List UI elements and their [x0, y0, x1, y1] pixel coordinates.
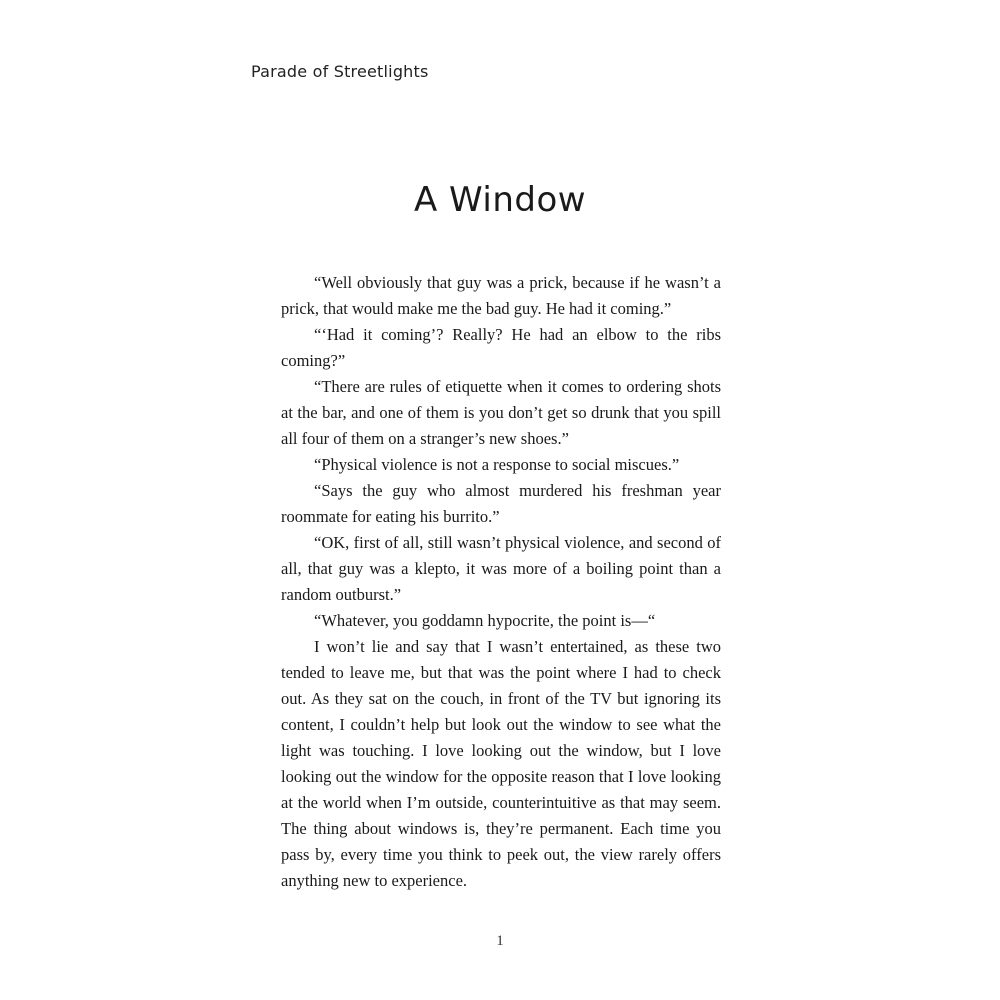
- paragraph: “Physical violence is not a response to social miscues.”: [314, 455, 680, 474]
- paragraph: “There are rules of etiquette when it comes to ordering shots at the bar, and one of them is you don’t get so drunk that you spill all four of them on a stranger’s new shoes.”: [281, 377, 721, 448]
- page-number: 1: [496, 933, 504, 949]
- paragraph: “OK, first of all, still wasn’t physical violence, and second of all, that guy was a klepto, it was more of a boiling point than a random outburst.”: [281, 533, 721, 604]
- paragraph: “Says the guy who almost murdered his freshman year roommate for eating his burrito.”: [281, 481, 721, 526]
- body-text: [281, 270, 721, 894]
- paragraph: I won’t lie and say that I wasn’t entertained, as these two tended to leave me, but that was the point where I had to check out. As they sat on the couch, in front of the TV but ignoring its content, I couldn’t help but look out the window to see what the light was touching. I love looking out the window, but I love looking out the window for the opposite reason that I love looking at the world when I’m outside, counterintuitive as that may seem. The thing about windows is, they’re permanent. Each time you pass by, every time you think to peek out, the view rarely offers anything new to experience.: [281, 637, 721, 890]
- running-head: Parade of Streetlights: [251, 62, 429, 81]
- paragraph: “‘Had it coming’? Really? He had an elbow to the ribs coming?”: [281, 325, 721, 370]
- chapter-title: A Window: [413, 180, 587, 220]
- paragraph: “Whatever, you goddamn hypocrite, the point is—“: [314, 611, 656, 630]
- paragraph: “Well obviously that guy was a prick, because if he wasn’t a prick, that would make me the bad guy. He had it coming.”: [281, 273, 721, 318]
